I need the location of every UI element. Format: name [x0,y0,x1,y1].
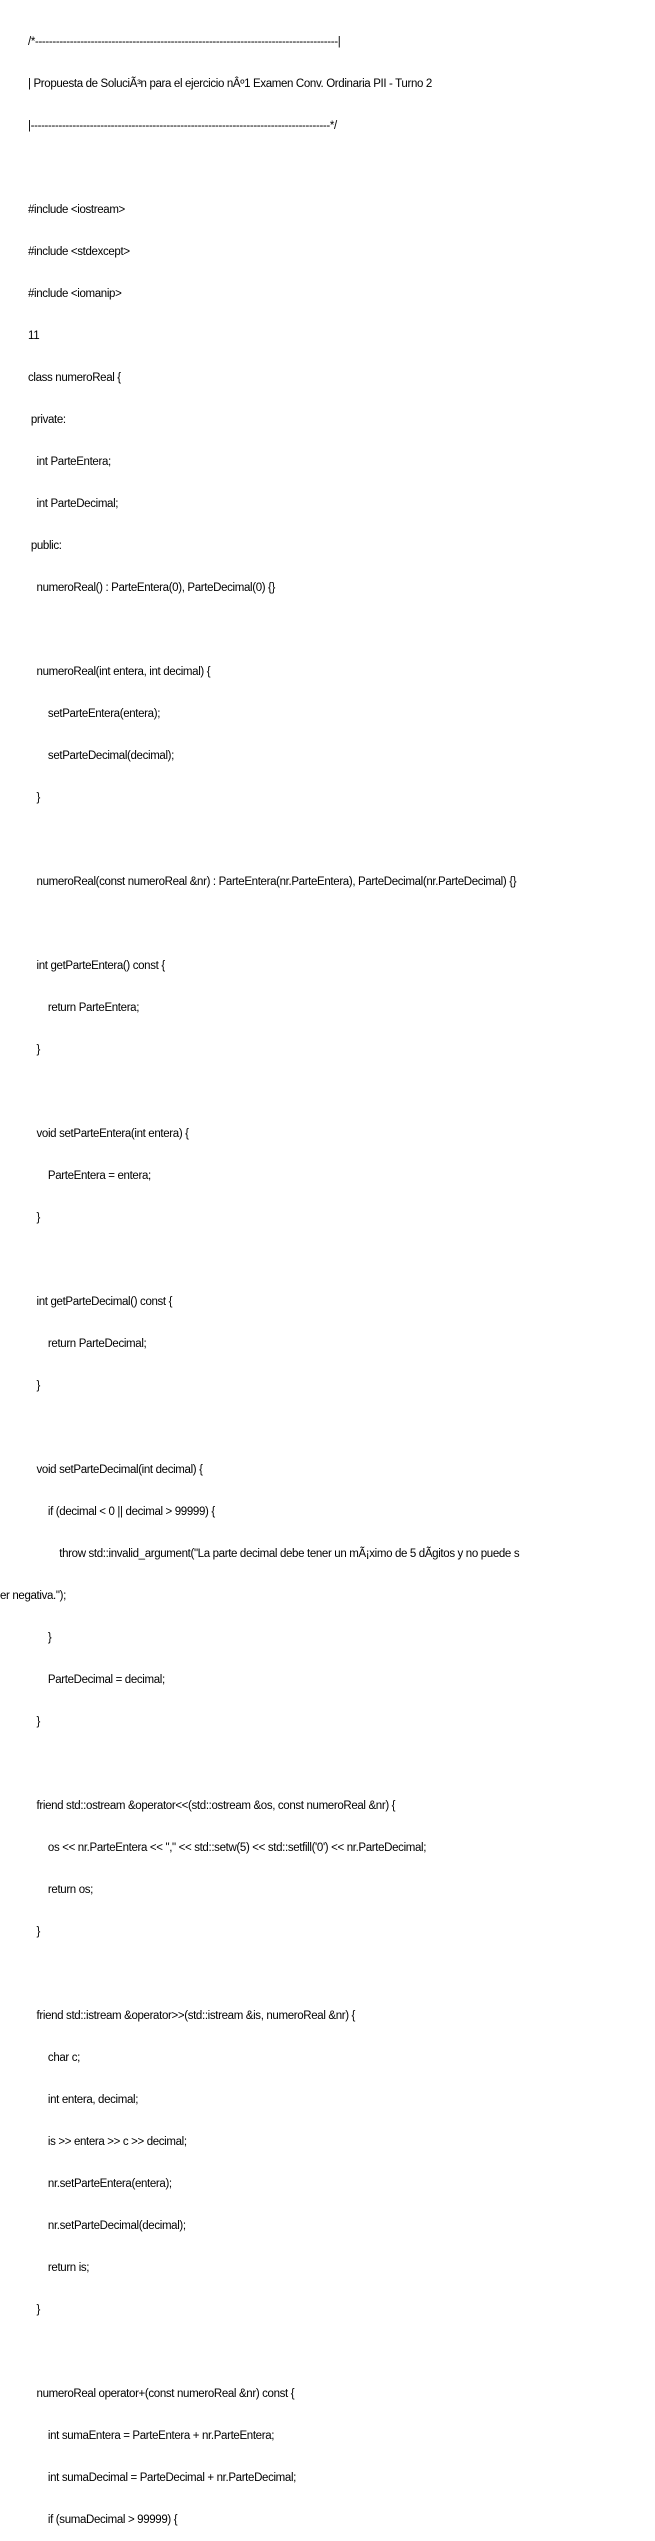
code-line: int ParteDecimal; [28,498,119,510]
code-line: if (sumaDecimal > 99999) { [28,2514,178,2526]
code-line: return is; [28,2262,90,2274]
code-line: } [28,1380,41,1392]
code-line: int sumaEntera = ParteEntera + nr.ParteEntera; [28,2430,275,2442]
code-line: int sumaDecimal = ParteDecimal + nr.ParteDecimal; [28,2472,297,2484]
code-line [0,623,655,637]
code-line: ParteDecimal = decimal; [28,1674,165,1686]
code-line: setParteDecimal(decimal); [28,750,175,762]
code-line: if (decimal < 0 || decimal > 99999) { [28,1506,215,1518]
code-line [0,1085,655,1099]
code-line: int ParteEntera; [28,456,111,468]
code-line: char c; [28,2052,80,2064]
code-line: friend std::ostream &operator<<(std::ostream &os, const numeroReal &nr) { [28,1800,396,1812]
code-line: #include <stdexcept> [28,246,130,258]
code-line [0,1253,655,1267]
code-line: } [28,1212,41,1224]
code-line: int getParteEntera() const { [28,960,165,972]
code-line [0,833,655,847]
code-line: friend std::istream &operator>>(std::istream &is, numeroReal &nr) { [28,2010,356,2022]
code-line: private: [28,414,66,426]
code-line [0,1967,655,1981]
code-line: nr.setParteEntera(entera); [28,2178,172,2190]
code-line: /*---------------------------------------------------------------------------------------| [28,36,341,48]
code-line [0,2345,655,2359]
code-line: return ParteEntera; [28,1002,140,1014]
code-line: return os; [28,1884,93,1896]
code-line: os << nr.ParteEntera << "," << std::setw(5) << std::setfill('0') << nr.ParteDecimal; [28,1842,427,1854]
code-line: | Propuesta de SoluciÃ³n para el ejercicio nÂº1 Examen Conv. Ordinaria PII - Turno 2 [28,78,432,90]
code-line: nr.setParteDecimal(decimal); [28,2220,186,2232]
code-line: } [28,1926,41,1938]
code-line: } [28,792,41,804]
code-line: void setParteDecimal(int decimal) { [28,1464,203,1476]
code-line [0,1421,655,1435]
code-line-wrapped: er negativa."); [0,1590,66,1602]
code-line: #include <iomanip> [28,288,122,300]
code-line [0,161,655,175]
code-line: numeroReal operator+(const numeroReal &nr) const { [28,2388,295,2400]
code-line: ParteEntera = entera; [28,1170,151,1182]
code-line: setParteEntera(entera); [28,708,161,720]
code-line: class numeroReal { [28,372,121,384]
code-line: 11 [28,330,40,342]
code-line [0,1757,655,1771]
code-line: void setParteEntera(int entera) { [28,1128,189,1140]
code-line [0,917,655,931]
code-line: return ParteDecimal; [28,1338,147,1350]
code-line: int entera, decimal; [28,2094,139,2106]
code-line: } [28,1716,41,1728]
code-line: numeroReal(const numeroReal &nr) : ParteEntera(nr.ParteEntera), ParteDecimal(nr.ParteDecimal) {} [28,876,517,888]
code-line: numeroReal() : ParteEntera(0), ParteDecimal(0) {} [28,582,276,594]
code-line: #include <iostream> [28,204,125,216]
code-line: numeroReal(int entera, int decimal) { [28,666,211,678]
code-line: } [28,1044,41,1056]
code-line: throw std::invalid_argument("La parte decimal debe tener un mÃ¡ximo de 5 dÃgitos y no puede s [28,1548,520,1560]
code-line: public: [28,540,62,552]
code-line: |--------------------------------------------------------------------------------------*/ [28,120,337,132]
code-line: is >> entera >> c >> decimal; [28,2136,187,2148]
code-line: } [28,1632,52,1644]
code-line: } [28,2304,41,2316]
code-line: int getParteDecimal() const { [28,1296,173,1308]
